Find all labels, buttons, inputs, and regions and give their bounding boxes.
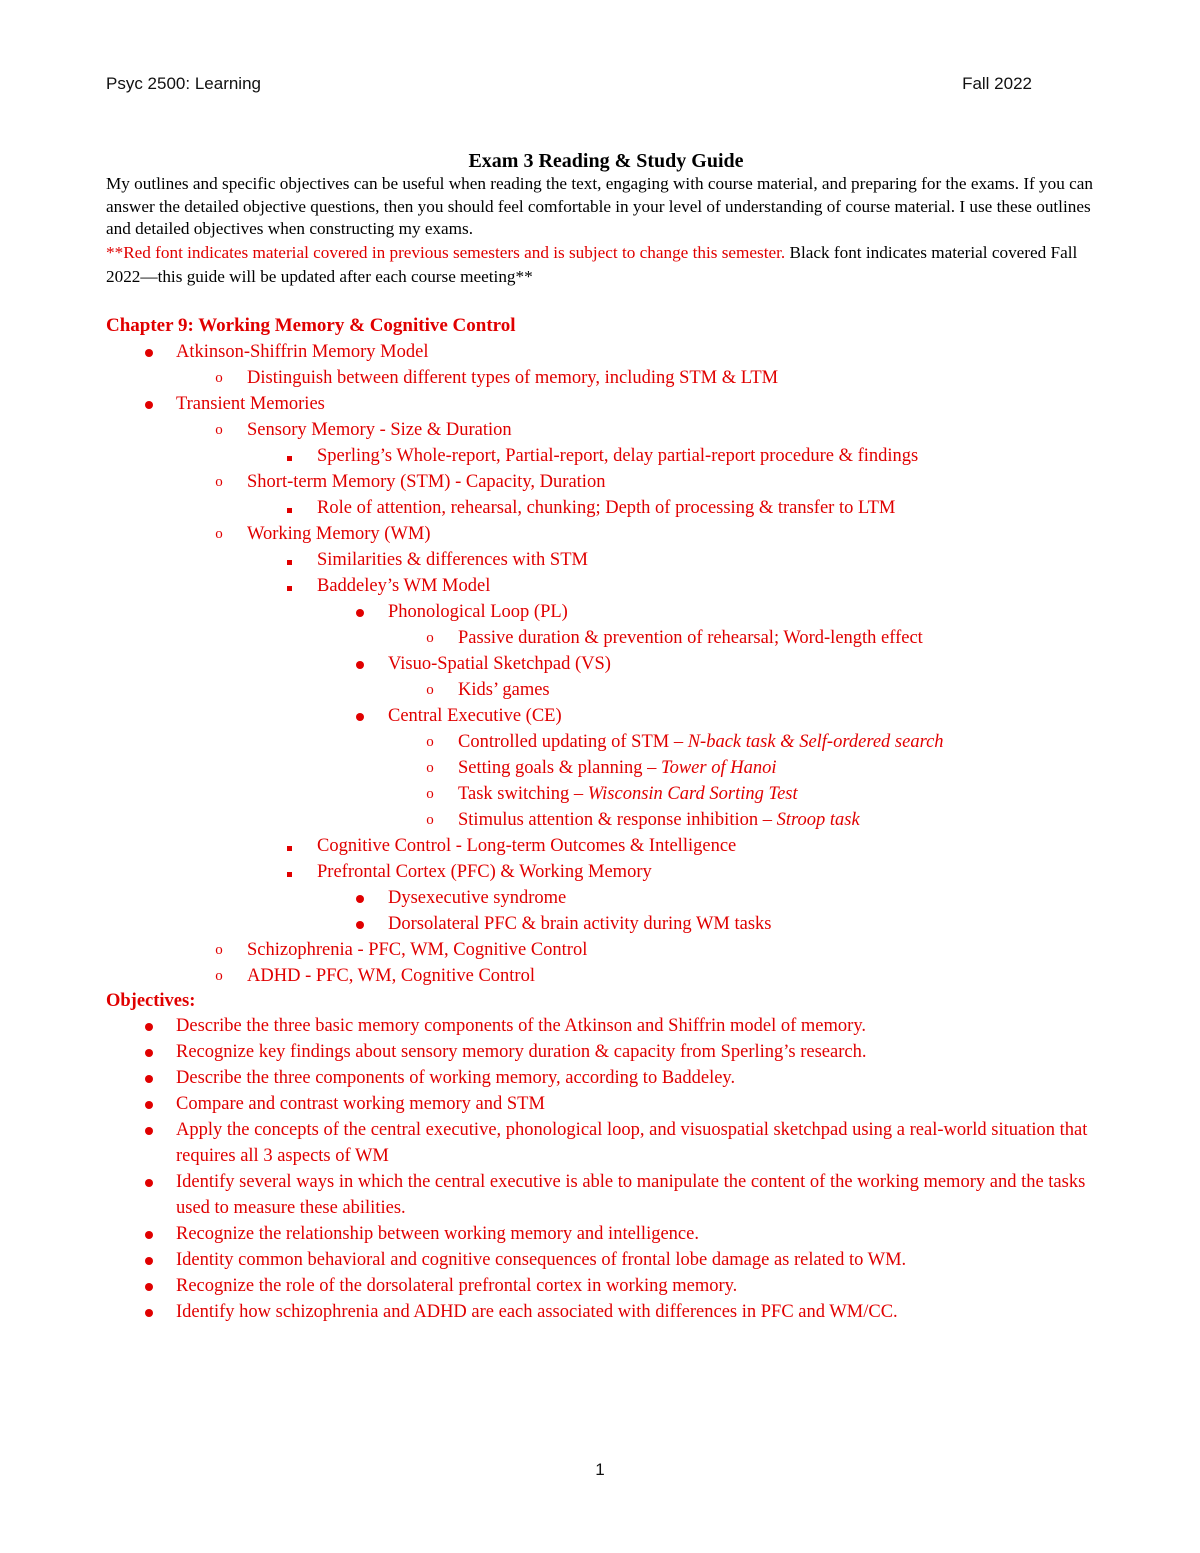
bullet-dot-icon (139, 391, 159, 417)
outline-item: Phonological Loop (PL) (106, 599, 1106, 625)
outline-item: o Passive duration & prevention of rehearsal; Word-length effect (106, 625, 1106, 651)
outline-item: Atkinson-Shiffrin Memory Model (106, 339, 1106, 365)
outline-item: Sperling’s Whole-report, Partial-report, delay partial-report procedure & findings (106, 443, 1106, 469)
outline-item: o Schizophrenia - PFC, WM, Cognitive Control (106, 937, 1106, 963)
bullet-dot-icon (139, 1169, 159, 1195)
outline-item: Cognitive Control - Long-term Outcomes & Intelligence (106, 833, 1106, 859)
bullet-circle-icon: o (426, 629, 434, 646)
bullet-dot-icon (350, 599, 370, 625)
outline-item: Baddeley’s WM Model (106, 573, 1106, 599)
outline-item: o Kids’ games (106, 677, 1106, 703)
bullet-dot-icon (139, 1117, 159, 1143)
objective-item: Identity common behavioral and cognitive consequences of frontal lobe damage as related to WM. (106, 1247, 1106, 1273)
chapter-heading: Chapter 9: Working Memory & Cognitive Control (106, 314, 516, 336)
bullet-circle-icon: o (426, 759, 434, 776)
bullet-dot-icon (139, 1039, 159, 1065)
outline-item: o Sensory Memory - Size & Duration (106, 417, 1106, 443)
outline-item: o Setting goals & planning – Tower of Hanoi (106, 755, 1106, 781)
bullet-circle-icon: o (215, 525, 223, 542)
objective-item: Describe the three components of working memory, according to Baddeley. (106, 1065, 1106, 1091)
outline-item: o Distinguish between different types of memory, including STM & LTM (106, 365, 1106, 391)
outline-item: Transient Memories (106, 391, 1106, 417)
outline-item: Central Executive (CE) (106, 703, 1106, 729)
objective-item: Identify how schizophrenia and ADHD are each associated with differences in PFC and WM/CC. (106, 1299, 1106, 1325)
bullet-dot-icon (139, 1299, 159, 1325)
bullet-circle-icon: o (215, 941, 223, 958)
outline-item: Dorsolateral PFC & brain activity during WM tasks (106, 911, 1106, 937)
bullet-dot-icon (350, 911, 370, 937)
objective-item: Identify several ways in which the central executive is able to manipulate the content of the working memory and the tasks used to measure these abilities. (106, 1169, 1106, 1221)
header-term: Fall 2022 (962, 74, 1032, 93)
outline-item: o ADHD - PFC, WM, Cognitive Control (106, 963, 1106, 989)
objective-item: Recognize the relationship between working memory and intelligence. (106, 1221, 1106, 1247)
bullet-square-icon (279, 547, 299, 573)
color-note-black: Black font indicates material covered Fall 2022—this guide will be updated after each course meeting** (106, 242, 1078, 286)
objective-item: Apply the concepts of the central executive, phonological loop, and visuospatial sketchpad using a real-world situation that requires all 3 aspects of WM (106, 1117, 1106, 1169)
objective-item: Describe the three basic memory components of the Atkinson and Shiffrin model of memory. (106, 1013, 1106, 1039)
outline-item: o Task switching – Wisconsin Card Sorting Test (106, 781, 1106, 807)
objective-item: Recognize the role of the dorsolateral prefrontal cortex in working memory. (106, 1273, 1106, 1299)
outline-item: Role of attention, rehearsal, chunking; Depth of processing & transfer to LTM (106, 495, 1106, 521)
bullet-dot-icon (350, 651, 370, 677)
outline-item: Visuo-Spatial Sketchpad (VS) (106, 651, 1106, 677)
outline-item: o Stimulus attention & response inhibition – Stroop task (106, 807, 1106, 833)
outline-item: o Working Memory (WM) (106, 521, 1106, 547)
bullet-square-icon (279, 443, 299, 469)
chapter-outline (106, 339, 1106, 989)
color-note-red: **Red font indicates material covered in previous semesters and is subject to change this semester. (106, 242, 786, 262)
bullet-square-icon (279, 495, 299, 521)
color-note (106, 241, 1106, 289)
bullet-square-icon (279, 859, 299, 885)
bullet-square-icon (279, 573, 299, 599)
objectives-list (106, 1013, 1106, 1325)
objectives-heading: Objectives: (106, 990, 196, 1011)
document-title: Exam 3 Reading & Study Guide (468, 150, 744, 172)
bullet-dot-icon (350, 703, 370, 729)
bullet-dot-icon (350, 885, 370, 911)
bullet-dot-icon (139, 1273, 159, 1299)
outline-item: o Short-term Memory (STM) - Capacity, Duration (106, 469, 1106, 495)
bullet-dot-icon (139, 1091, 159, 1117)
bullet-circle-icon: o (215, 369, 223, 386)
outline-item: Similarities & differences with STM (106, 547, 1106, 573)
bullet-dot-icon (139, 1013, 159, 1039)
document-body (106, 150, 1106, 1325)
outline-item: Prefrontal Cortex (PFC) & Working Memory (106, 859, 1106, 885)
page-number: 1 (595, 1460, 605, 1479)
intro-paragraph: My outlines and specific objectives can be useful when reading the text, engaging with course material, and preparing for the exams. If you can answer the detailed objective questions, then you should feel comfortable in your level of understanding of course material. I use these outlines and detailed objectives when constructing my exams. (106, 174, 1093, 238)
objective-item: Recognize key findings about sensory memory duration & capacity from Sperling’s research. (106, 1039, 1106, 1065)
outline-item: o Controlled updating of STM – N-back task & Self-ordered search (106, 729, 1106, 755)
bullet-circle-icon: o (215, 967, 223, 984)
bullet-dot-icon (139, 1247, 159, 1273)
outline-item: Dysexecutive syndrome (106, 885, 1106, 911)
bullet-dot-icon (139, 1221, 159, 1247)
bullet-dot-icon (139, 339, 159, 365)
objective-item: Compare and contrast working memory and STM (106, 1091, 1106, 1117)
bullet-circle-icon: o (215, 473, 223, 490)
bullet-square-icon (279, 833, 299, 859)
bullet-circle-icon: o (426, 733, 434, 750)
bullet-circle-icon: o (426, 681, 434, 698)
bullet-dot-icon (139, 1065, 159, 1091)
header-course: Psyc 2500: Learning (106, 74, 261, 93)
bullet-circle-icon: o (215, 421, 223, 438)
bullet-circle-icon: o (426, 811, 434, 828)
bullet-circle-icon: o (426, 785, 434, 802)
